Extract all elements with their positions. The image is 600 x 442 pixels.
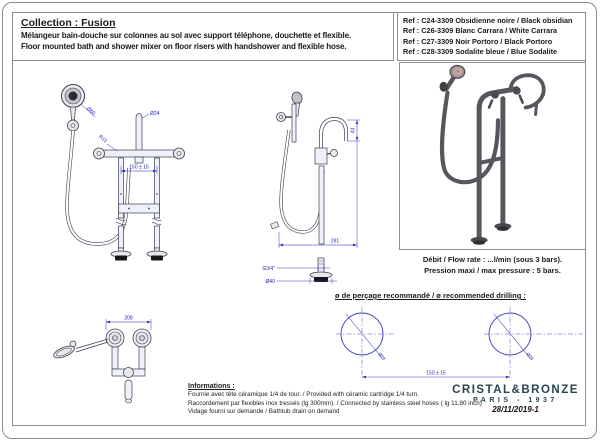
svg-text:150 ± 15: 150 ± 15 <box>129 164 149 171</box>
drilling-diagram <box>333 301 586 389</box>
render-base-right <box>497 227 509 231</box>
render-spout-tip <box>536 105 537 115</box>
render-box <box>399 62 586 250</box>
dim-shower-diameter: Ø60 <box>85 105 97 117</box>
svg-text:Ø40: Ø40 <box>265 279 275 285</box>
info-line-3: Vidage fourni sur demande / Bathtub drain on demand <box>188 408 340 416</box>
dim-spout-offset <box>347 120 360 141</box>
render-valve-right <box>513 87 521 95</box>
document-date: 28/11/2019-1 <box>492 405 539 414</box>
flange-detail <box>310 258 332 282</box>
render-3d <box>400 63 585 249</box>
description-fr: Mélangeur bain-douche sur colonnes au sol avec support téléphone, douchette et flexible. <box>21 31 351 40</box>
svg-text:G3/4": G3/4" <box>262 266 275 272</box>
ref-line: Ref : C27-3309 Noir Portoro / Black Portoro <box>403 36 553 46</box>
body-top <box>112 347 145 403</box>
ref-line: Ref : C24-3309 Obsidienne noire / Black obsidian <box>403 16 573 25</box>
brand-logo: CRISTAL&BRONZE <box>452 384 579 396</box>
render-wall-bracket <box>440 82 448 92</box>
leader-line <box>142 114 149 118</box>
top-view-drawing <box>40 300 200 418</box>
render-handle-right <box>520 96 523 103</box>
description-en: Floor mounted bath and shower mixer on floor risers with handshower and flexible hose. <box>21 41 347 51</box>
dim-column-diameter: Ø24 <box>150 111 160 117</box>
dim-drill-right: Ø28 <box>525 351 535 362</box>
brand-city-year: PARIS - 1937 <box>473 397 558 404</box>
render-valve-left <box>491 91 499 99</box>
flanges-top <box>106 329 151 347</box>
reference-block <box>397 12 586 61</box>
render-base-left <box>473 240 485 244</box>
info-line-2: Raccordement par flexibles inox tressés (lg 300mm). / Connected by stainless steel hoses ( lg 11,80 inch) <box>188 399 482 407</box>
svg-text:291: 291 <box>330 238 340 245</box>
ref-line: Ref : C26-3309 Blanc Carrara / White Carrara <box>403 26 558 36</box>
dim-drill-spacing: 150 ± 15 <box>426 370 446 377</box>
drilling-title: ø de perçage recommandé / ø recommended drilling : <box>335 291 526 300</box>
ref-line: Ref : C28-3309 Sodalite bleue / Blue Sodalite <box>403 47 558 57</box>
svg-text:208: 208 <box>124 315 133 322</box>
front-view-drawing <box>45 76 210 298</box>
dim-spacing-front <box>121 165 157 175</box>
hose-side <box>270 130 323 232</box>
flow-rate-text: Débit / Flow rate : ...l/min (sous 3 bars). <box>422 255 563 264</box>
render-handle-left <box>489 101 492 108</box>
floor-flanges-front <box>111 248 167 261</box>
collection-title: Collection : Fusion <box>21 17 116 29</box>
handshower-front <box>62 85 85 132</box>
mixer-side <box>315 119 346 244</box>
svg-text:43: 43 <box>350 127 357 134</box>
side-view-drawing <box>235 90 375 310</box>
dim-drill-left: Ø28 <box>377 351 387 362</box>
dim-width-top <box>106 316 151 331</box>
info-line-1: Fournie avec tête céramique 1/4 de tour. / Provided with céramic cartridge 1/4 turn. <box>188 391 420 398</box>
brand-block <box>445 384 586 414</box>
informations-block <box>188 383 488 417</box>
informations-title: Informations : <box>188 383 235 390</box>
dim-radius: R15 <box>97 133 109 145</box>
render-shower-dot <box>457 70 459 72</box>
specs-block <box>399 254 586 277</box>
title-block <box>12 12 394 61</box>
max-pressure-text: Pression maxi / max pressure : 5 bars. <box>424 266 561 276</box>
render-crossbar <box>479 158 503 163</box>
arm-top <box>52 339 108 360</box>
drilling-section <box>333 291 586 394</box>
